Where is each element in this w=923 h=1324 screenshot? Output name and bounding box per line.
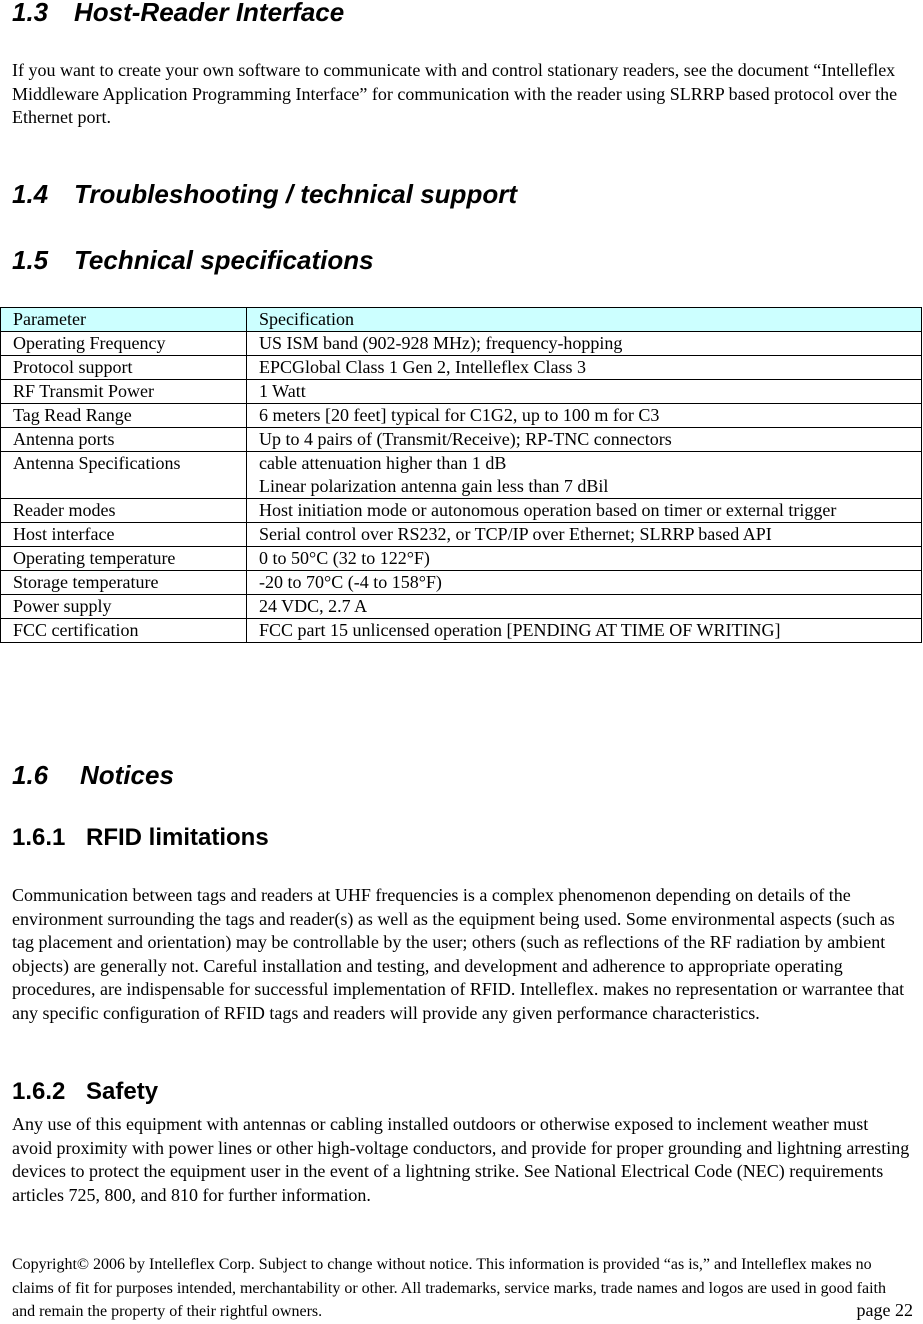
section-number: 1.6 <box>12 760 49 790</box>
section-heading-1-5 <box>12 245 374 276</box>
section-heading-1-6 <box>12 760 174 791</box>
page-number: page 22 <box>856 1300 913 1320</box>
table-cell-specification: FCC part 15 unlicensed operation [PENDING AT TIME OF WRITING] <box>247 619 922 643</box>
table-cell-specification: Host initiation mode or autonomous operation based on timer or external trigger <box>247 499 922 523</box>
table-row <box>1 356 922 380</box>
table-cell-parameter: Operating temperature <box>1 547 247 571</box>
table-row <box>1 571 922 595</box>
table-row <box>1 404 922 428</box>
table-cell-specification: EPCGlobal Class 1 Gen 2, Intelleflex Class 3 <box>247 356 922 380</box>
spec-line: cable attenuation higher than 1 dB <box>259 453 507 473</box>
section-number: 1.3 <box>12 0 49 27</box>
table-cell-parameter: Reader modes <box>1 499 247 523</box>
table-header-specification: Specification <box>247 308 922 332</box>
table-row <box>1 499 922 523</box>
host-reader-paragraph: If you want to create your own software to communicate with and control stationary readers, see the document “Intelleflex Middleware Application Programming Interface” for communication with the reader using SLRRP based protocol over the Ethernet port. <box>12 60 898 128</box>
table-cell-parameter: Power supply <box>1 595 247 619</box>
table-cell-specification <box>247 452 922 499</box>
section-number: 1.6.2 <box>12 1078 66 1105</box>
section-heading-1-6-1 <box>12 824 269 852</box>
section-number: 1.5 <box>12 245 49 275</box>
section-number: 1.4 <box>12 179 49 209</box>
table-cell-parameter: Operating Frequency <box>1 332 247 356</box>
table-cell-parameter: Host interface <box>1 523 247 547</box>
spec-line: Linear polarization antenna gain less than 7 dBil <box>259 476 609 496</box>
table-cell-specification: 0 to 50°C (32 to 122°F) <box>247 547 922 571</box>
table-row <box>1 380 922 404</box>
table-cell-specification: Up to 4 pairs of (Transmit/Receive); RP-TNC connectors <box>247 428 922 452</box>
section-title: Troubleshooting / technical support <box>74 179 517 209</box>
table-cell-specification: 6 meters [20 feet] typical for C1G2, up to 100 m for C3 <box>247 404 922 428</box>
table-row <box>1 547 922 571</box>
table-cell-specification: US ISM band (902-928 MHz); frequency-hopping <box>247 332 922 356</box>
table-cell-parameter: Antenna ports <box>1 428 247 452</box>
table-row <box>1 523 922 547</box>
section-heading-1-3 <box>12 0 344 28</box>
section-title: Safety <box>86 1078 159 1105</box>
technical-specifications-table <box>0 307 922 643</box>
table-header-row <box>1 308 922 332</box>
table-cell-parameter: Antenna Specifications <box>1 452 247 499</box>
table-cell-parameter: RF Transmit Power <box>1 380 247 404</box>
table-cell-specification: -20 to 70°C (-4 to 158°F) <box>247 571 922 595</box>
section-title: RFID limitations <box>86 824 269 851</box>
copyright-notice: Copyright© 2006 by Intelleflex Corp. Subject to change without notice. This information is provided “as is,” and Intelleflex makes no claims of fit for purposes intended, merchantability or other. All trademarks, service marks, trade names and logos are used in good faith and remain the property of their rightful owners. <box>12 1256 886 1320</box>
safety-paragraph: Any use of this equipment with antennas or cabling installed outdoors or otherwise exposed to inclement weather must avoid proximity with power lines or other high-voltage conductors, and provide for proper grounding and lightning arresting devices to protect the equipment user in the event of a lightning strike. See National Electrical Code (NEC) requirements articles 725, 800, and 810 for further information. <box>12 1114 910 1205</box>
table-cell-specification: 1 Watt <box>247 380 922 404</box>
table-cell-parameter: Tag Read Range <box>1 404 247 428</box>
table-row <box>1 428 922 452</box>
table-cell-specification: 24 VDC, 2.7 A <box>247 595 922 619</box>
table-row <box>1 595 922 619</box>
table-cell-specification: Serial control over RS232, or TCP/IP over Ethernet; SLRRP based API <box>247 523 922 547</box>
table-cell-parameter: FCC certification <box>1 619 247 643</box>
section-heading-1-6-2 <box>12 1078 158 1106</box>
section-heading-1-4 <box>12 179 517 210</box>
section-title: Technical specifications <box>74 245 374 275</box>
section-number: 1.6.1 <box>12 824 66 851</box>
page-footer <box>12 1253 912 1324</box>
rfid-limitations-paragraph: Communication between tags and readers at UHF frequencies is a complex phenomenon depending on details of the environment surrounding the tags and reader(s) as well as the equipment being used. Some environmental aspects (such as tag placement and orientation) may be controllable by the user; others (such as reflections of the RF radiation by ambient objects) are generally not. Careful installation and testing, and development and adherence to appropriate operating procedures, are indispensable for successful implementation of RFID. Intelleflex. makes no representation or warrantee that any specific configuration of RFID tags and readers will provide any given performance characteristics. <box>12 885 905 1023</box>
table-row <box>1 619 922 643</box>
table-cell-parameter: Protocol support <box>1 356 247 380</box>
section-title: Notices <box>80 760 174 790</box>
table-header-parameter: Parameter <box>1 308 247 332</box>
table-row <box>1 332 922 356</box>
table-cell-parameter: Storage temperature <box>1 571 247 595</box>
section-title: Host-Reader Interface <box>74 0 345 27</box>
table-row <box>1 452 922 499</box>
